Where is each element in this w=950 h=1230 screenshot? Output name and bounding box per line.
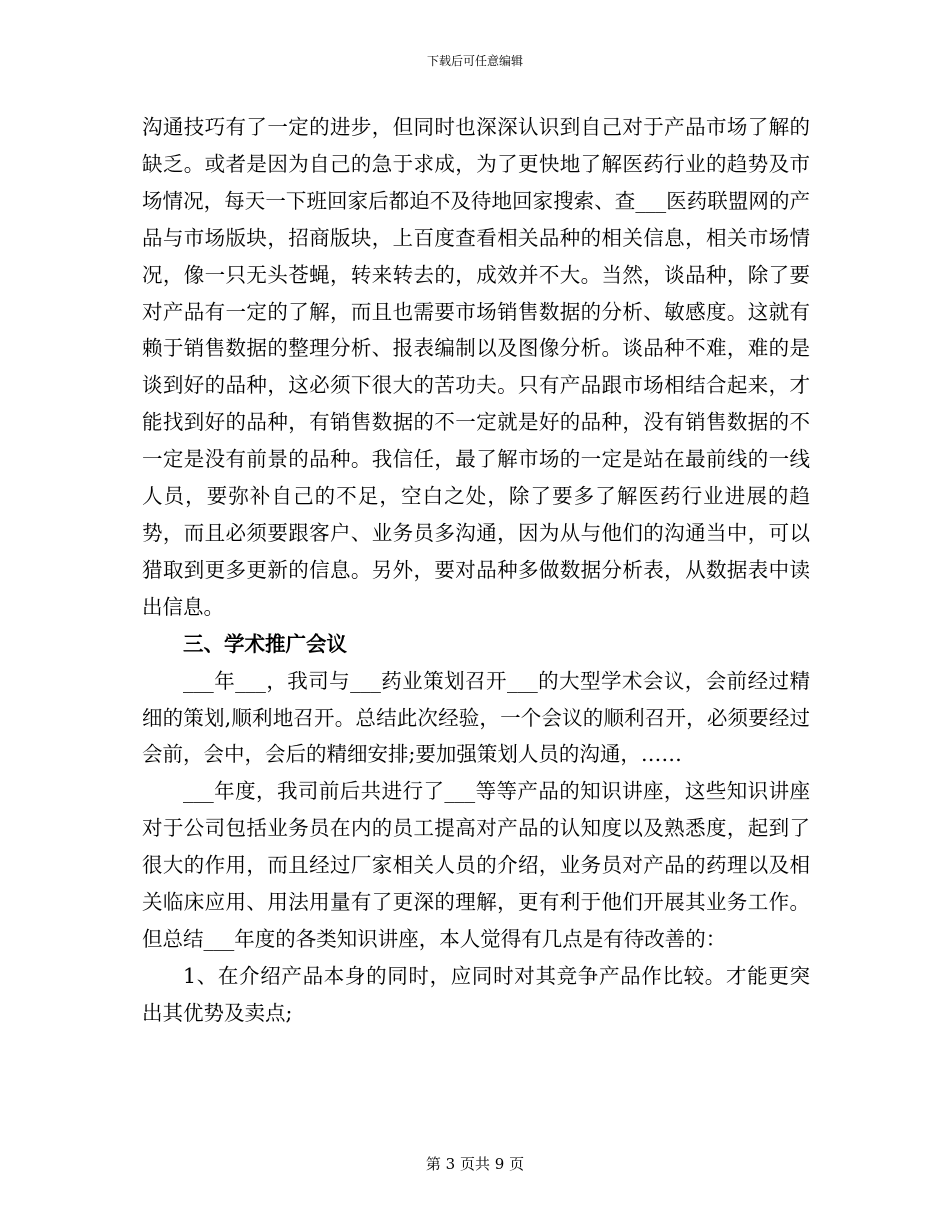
section-heading: 三、学术推广会议 (183, 631, 347, 656)
list-item-paragraph: 1、在介绍产品本身的同时，应同时对其竞争产品作比较。才能更突出其优势及卖点; (142, 963, 810, 1025)
document-body (142, 109, 810, 1032)
body-paragraph: ___年___，我司与___药业策划召开___的大型学术会议，会前经过精细的策划,顺利地召开。总结此次经验，一个会议的顺利召开，必须要经过会前，会中，会后的精细安排;要加强策划人员的沟通，…… (142, 668, 810, 767)
page-header: 下载后可任意编辑 (426, 54, 523, 68)
body-paragraph: 沟通技巧有了一定的进步，但同时也深深认识到自己对于产品市场了解的缺乏。或者是因为自己的急于求成，为了更快地了解医药行业的趋势及市场情况，每天一下班回家后都迫不及待地回家搜索、查___医药联盟网的产品与市场版块，招商版块，上百度查看相关品种的相关信息，相关市场情况，像一只无头苍蝇，转来转去的，成效并不大。当然，谈品种，除了要对产品有一定的了解，而且也需要市场销售数据的分析、敏感度。这就有赖于销售数据的整理分析、报表编制以及图像分析。谈品种不难，难的是谈到好的品种，这必须下很大的苦功夫。只有产品跟市场相结合起来，才能找到好的品种，有销售数据的不一定就是好的品种，没有销售数据的不一定是没有前景的品种。我信任，最了解市场的一定是站在最前线的一线人员，要弥补自己的不足，空白之处，除了要多了解医药行业进展的趋势，而且必须要跟客户、业务员多沟通，因为从与他们的沟通当中，可以猎取到更多更新的信息。另外，要对品种多做数据分析表，从数据表中读出信息。 (142, 115, 810, 619)
page-footer: 第 3 页共 9 页 (425, 1155, 525, 1173)
body-paragraph: ___年度，我司前后共进行了___等等产品的知识讲座，这些知识讲座对于公司包括业务员在内的员工提高对产品的认知度以及熟悉度，起到了很大的作用，而且经过厂家相关人员的介绍，业务员对产品的药理以及相关临床应用、用法用量有了更深的理解，更有利于他们开展其业务工作。但总结___年度的各类知识讲座，本人觉得有几点是有待改善的： (142, 779, 810, 951)
